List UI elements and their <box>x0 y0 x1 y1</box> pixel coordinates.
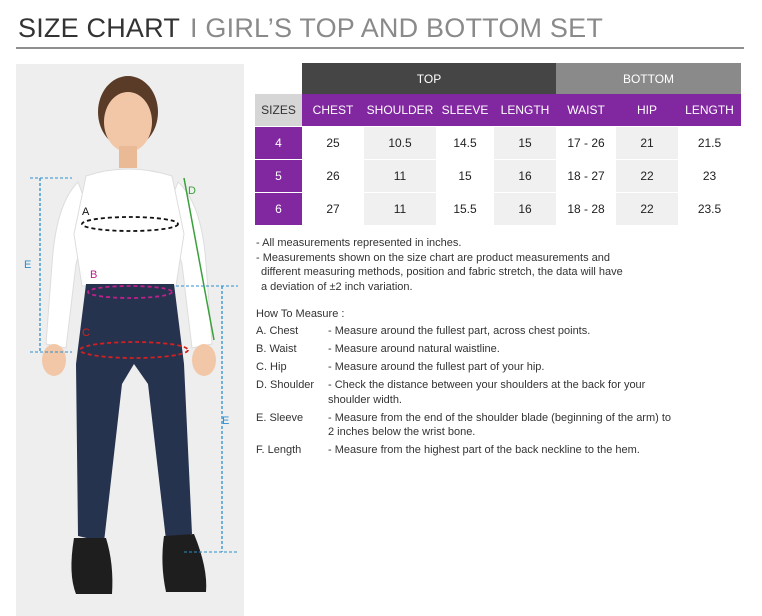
measure-label: A. Chest <box>256 325 299 337</box>
title-sub: I GIRL’S TOP AND BOTTOM SET <box>190 13 604 43</box>
table-cell: 15.5 <box>436 192 494 225</box>
label-c: C <box>82 327 90 339</box>
label-a: A <box>82 206 90 218</box>
measure-desc: - Measure around the fullest part, across chest points. <box>328 325 591 337</box>
table-row <box>255 192 741 225</box>
measure-label: D. Shoulder <box>256 379 315 391</box>
table-cell: 22 <box>616 159 678 192</box>
table-cell: 27 <box>302 192 364 225</box>
table-cell: 14.5 <box>436 126 494 159</box>
label-b: B <box>90 269 98 281</box>
title-divider <box>16 47 744 49</box>
label-e-upper: E <box>24 259 32 271</box>
measure-desc: - Measure from the highest part of the back neckline to the hem. <box>328 444 640 456</box>
table-cell: 23.5 <box>678 192 741 225</box>
table-cell: 15 <box>494 126 556 159</box>
model-illustration <box>16 64 244 616</box>
measure-item-chest <box>256 324 673 339</box>
model-photo <box>16 64 244 616</box>
group-top: TOP <box>302 63 556 94</box>
header-hip: HIP <box>616 94 678 126</box>
measure-label: E. Sleeve <box>256 411 304 424</box>
note-line: different measuring methods, position and fabric stretch, the data will have <box>261 266 623 278</box>
table-cell: 18 - 27 <box>556 159 616 192</box>
label-d: D <box>188 185 196 197</box>
table-row <box>255 126 741 159</box>
measure-item-shoulder <box>256 378 673 407</box>
title-main: SIZE CHART <box>18 13 181 43</box>
table-cell: 16 <box>494 159 556 192</box>
table-cell: 10.5 <box>364 126 436 159</box>
header-sleeve: SLEEVE <box>436 94 494 126</box>
measure-item-length <box>256 443 673 458</box>
notes <box>256 236 623 294</box>
header-chest: CHEST <box>302 94 364 126</box>
table-cell: 18 - 28 <box>556 192 616 225</box>
measure-item-hip <box>256 360 673 375</box>
table-cell: 22 <box>616 192 678 225</box>
how-to-measure <box>256 308 673 461</box>
table-cell: 23 <box>678 159 741 192</box>
size-cell: 5 <box>255 159 302 192</box>
measure-item-sleeve <box>256 411 673 440</box>
how-to-title: How To Measure : <box>256 308 345 320</box>
label-e-lower: E <box>222 415 230 427</box>
table-cell: 25 <box>302 126 364 159</box>
header-sizes: SIZES <box>255 94 302 126</box>
measure-desc: - Check the distance between your shoulders at the back for your shoulder width. <box>328 379 646 406</box>
size-table <box>255 63 741 225</box>
table-row <box>255 159 741 192</box>
header-shoulder: SHOULDER <box>364 94 436 126</box>
table-cell: 17 - 26 <box>556 126 616 159</box>
table-cell: 11 <box>364 192 436 225</box>
page-title <box>18 10 603 46</box>
table-cell: 21.5 <box>678 126 741 159</box>
table-cell: 21 <box>616 126 678 159</box>
table-cell: 16 <box>494 192 556 225</box>
measure-item-waist <box>256 342 673 357</box>
measure-desc: - Measure around natural waistline. <box>328 343 500 355</box>
size-cell: 4 <box>255 126 302 159</box>
header-waist: WAIST <box>556 94 616 126</box>
header-top-length: LENGTH <box>494 94 556 126</box>
note-line: a deviation of ±2 inch variation. <box>261 280 413 293</box>
measure-label: B. Waist <box>256 343 297 355</box>
size-cell: 6 <box>255 192 302 225</box>
measure-desc: - Measure around the fullest part of your hip. <box>328 361 545 373</box>
group-header-row <box>255 63 741 94</box>
measure-label: C. Hip <box>256 361 287 373</box>
table-cell: 15 <box>436 159 494 192</box>
table-cell: 11 <box>364 159 436 192</box>
measure-label: F. Length <box>256 444 302 456</box>
measure-desc: - Measure from the end of the shoulder blade (beginning of the arm) to 2 inches below the wrist bone. <box>328 411 672 438</box>
header-bottom-length: LENGTH <box>678 94 741 126</box>
note-line: - All measurements represented in inches. <box>256 237 462 249</box>
note-line: - Measurements shown on the size chart are product measurements and <box>256 251 611 264</box>
group-bottom: BOTTOM <box>556 63 741 94</box>
column-header-row <box>255 94 741 126</box>
table-cell: 26 <box>302 159 364 192</box>
